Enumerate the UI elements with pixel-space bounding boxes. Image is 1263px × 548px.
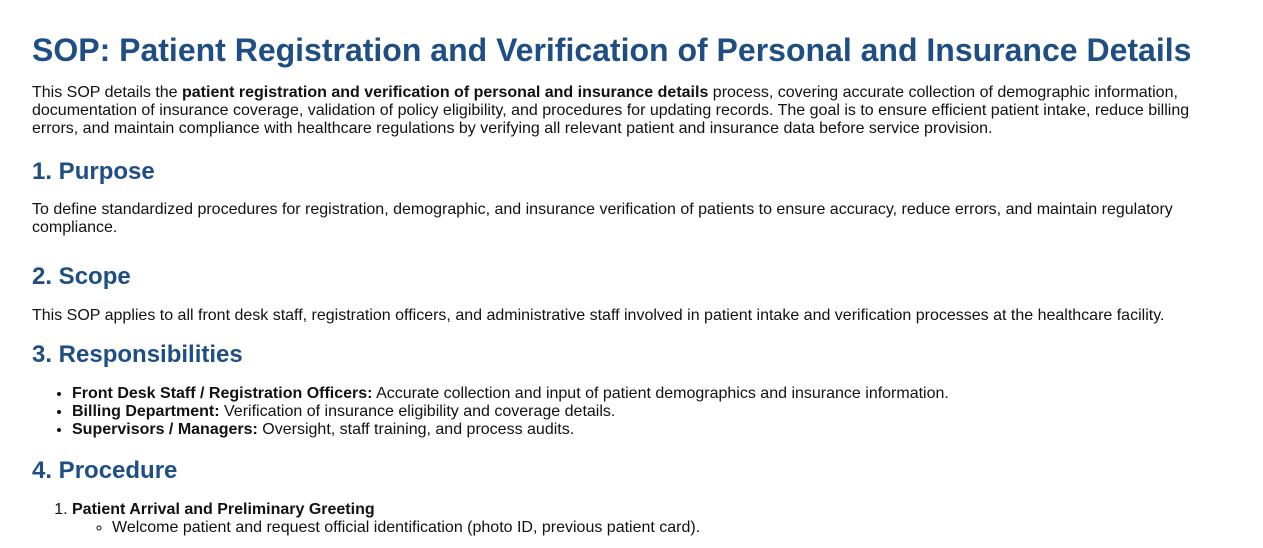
responsibility-desc: Oversight, staff training, and process audits. (257, 421, 575, 438)
procedure-step (72, 501, 1231, 537)
purpose-text: To define standardized procedures for registration, demographic, and insurance verification of patients to ensure accuracy, reduce errors, and maintain regulatory compliance. (32, 201, 1173, 236)
procedure-substeps (72, 519, 1231, 537)
responsibility-item (72, 385, 1231, 403)
responsibility-role: Supervisors / Managers: (72, 421, 258, 438)
intro-text-end: process, covering accurate collection of demographic information, documentation of insurance coverage, validation of policy eligibility, and procedures for updating records. The goal is to ensure efficient patient intake, reduce billing errors, and maintain compliance with healthcare regulations by verifying all relevant patient and insurance data before service provision. (32, 84, 1190, 137)
intro-bold-text: patient registration and verification of personal and insurance details (182, 84, 709, 101)
page-title: SOP: Patient Registration and Verification of Personal and Insurance Details (32, 32, 1192, 68)
intro-paragraph (32, 84, 1231, 138)
purpose-heading: 1. Purpose (32, 158, 155, 185)
scope-heading: 2. Scope (32, 263, 131, 290)
intro-text-start: This SOP details the (32, 84, 182, 101)
responsibility-role: Billing Department: (72, 403, 220, 420)
responsibilities-heading: 3. Responsibilities (32, 341, 243, 368)
responsibility-role: Front Desk Staff / Registration Officers: (72, 385, 373, 402)
procedure-step-title: Patient Arrival and Preliminary Greeting (72, 501, 375, 518)
responsibility-item (72, 403, 1231, 421)
responsibility-desc: Accurate collection and input of patient demographics and insurance information. (372, 385, 949, 402)
responsibilities-list (32, 385, 1231, 439)
responsibility-item (72, 421, 1231, 439)
procedure-substep: ◦ Welcome patient and request official identification (photo ID, previous patient card). (112, 519, 1231, 537)
scope-text: This SOP applies to all front desk staff, registration officers, and administrative staff involved in patient intake and verification processes at the healthcare facility. (32, 307, 1165, 324)
procedure-heading: 4. Procedure (32, 457, 178, 484)
procedure-steps (32, 501, 1231, 537)
responsibility-desc: Verification of insurance eligibility and coverage details. (219, 403, 616, 420)
